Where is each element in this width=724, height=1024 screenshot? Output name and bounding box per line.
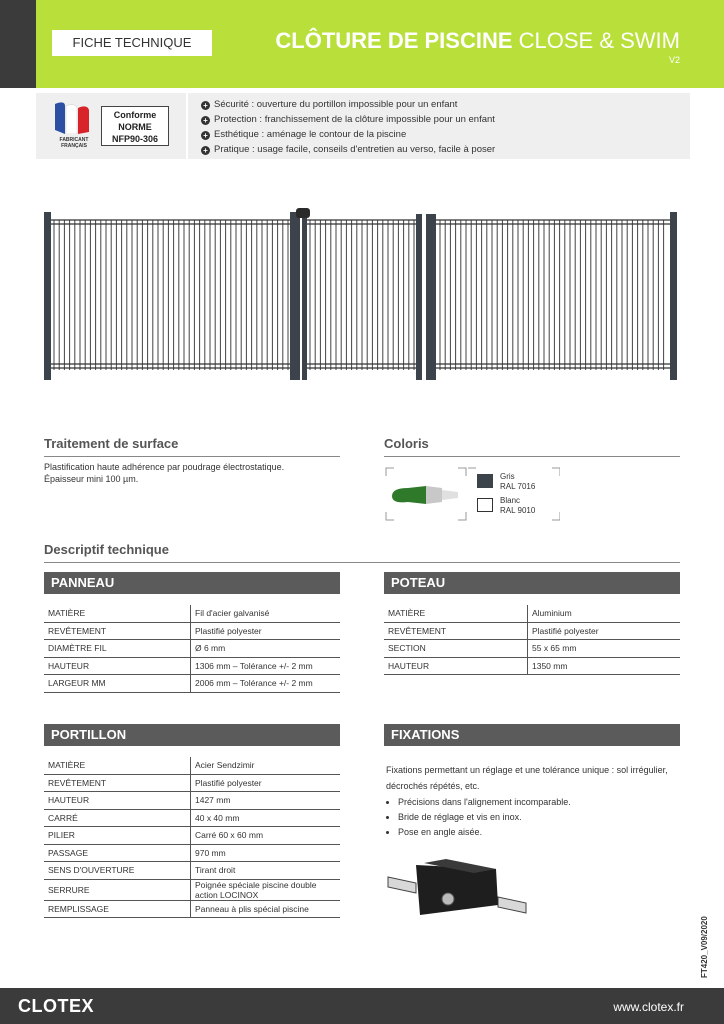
spec-label: HAUTEUR — [44, 792, 191, 810]
surface-line1: Plastification haute adhérence par poudrage électrostatique. — [44, 462, 285, 472]
table-row — [44, 862, 340, 880]
list-item: • Pose en angle aisée. — [398, 825, 688, 840]
spec-label: PILIER — [44, 827, 191, 845]
surface-title: Traitement de surface — [44, 436, 179, 451]
portillon-table — [44, 757, 340, 918]
swatch-blanc — [477, 498, 493, 512]
feature-item — [201, 144, 495, 155]
spec-label: REVÊTEMENT — [44, 622, 191, 640]
panneau-table — [44, 605, 340, 693]
spec-label: REMPLISSAGE — [44, 900, 191, 918]
plus-icon: + — [201, 146, 210, 155]
surface-rule — [44, 456, 340, 457]
spec-label: DIAMÈTRE FIL — [44, 640, 191, 658]
spec-value: Ø 6 mm — [191, 640, 341, 658]
spec-value: 2006 mm – Tolérance +/- 2 mm — [191, 675, 341, 693]
table-row — [44, 675, 340, 693]
fabricant-francais: FABRICANT FRANÇAIS — [59, 137, 89, 149]
spec-label: HAUTEUR — [44, 657, 191, 675]
descriptif-rule — [44, 562, 680, 563]
version-label: V2 — [668, 55, 680, 65]
table-row — [44, 900, 340, 918]
table-row — [44, 605, 340, 622]
spec-label: SECTION — [384, 640, 528, 658]
plus-icon: + — [201, 131, 210, 140]
table-row — [384, 605, 680, 622]
coloris-ral: RAL 7016 — [500, 482, 536, 491]
spec-label: PASSAGE — [44, 844, 191, 862]
descriptif-title: Descriptif technique — [44, 542, 169, 557]
coloris-name: Gris — [500, 472, 515, 481]
feature-text: Sécurité : ouverture du portillon impossible pour un enfant — [214, 99, 458, 110]
table-row — [44, 792, 340, 810]
spec-value: Carré 60 x 60 mm — [191, 827, 341, 845]
spec-value: Fil d'acier galvanisé — [191, 605, 341, 622]
spec-value: 1350 mm — [528, 657, 681, 675]
table-row — [384, 640, 680, 658]
norme-line1: Conforme — [113, 110, 157, 120]
table-row — [44, 657, 340, 675]
fixations-intro: Fixations permettant un réglage et une tolérance unique : sol irrégulier, décrochés répétés, etc. — [386, 765, 668, 791]
spec-label: SENS D'OUVERTURE — [44, 862, 191, 880]
website-link[interactable]: www.clotex.fr — [613, 1000, 684, 1014]
poteau-header: POTEAU — [384, 572, 680, 594]
spec-value: Plastifié polyester — [528, 622, 681, 640]
table-row — [44, 622, 340, 640]
surface-line2: Épaisseur mini 100 µm. — [44, 474, 139, 484]
feature-text: Pratique : usage facile, conseils d'entretien au verso, facile à poser — [214, 144, 496, 155]
table-row — [44, 757, 340, 774]
title-bold: CLÔTURE DE PISCINE — [275, 28, 513, 53]
table-row — [384, 657, 680, 675]
coloris-name: Blanc — [500, 496, 521, 505]
plus-icon: + — [201, 101, 210, 110]
spec-label: REVÊTEMENT — [44, 774, 191, 792]
spec-label: REVÊTEMENT — [384, 622, 528, 640]
spec-value: Plastifié polyester — [191, 774, 341, 792]
portillon-header: PORTILLON — [44, 724, 340, 746]
fence-illustration — [40, 200, 684, 388]
spec-value: Plastifié polyester — [191, 622, 341, 640]
table-row — [44, 640, 340, 658]
spec-value: 40 x 40 mm — [191, 809, 341, 827]
plus-icon: + — [201, 116, 210, 125]
table-row — [44, 774, 340, 792]
table-row — [44, 844, 340, 862]
coloris-rule — [384, 456, 680, 457]
spec-value: 970 mm — [191, 844, 341, 862]
feature-item — [201, 114, 495, 125]
spec-label: LARGEUR MM — [44, 675, 191, 693]
table-row — [44, 827, 340, 845]
spec-value: Acier Sendzimir — [191, 757, 341, 774]
spec-value: Poignée spéciale piscine double action LOCINOX — [191, 879, 341, 900]
fixation-bracket-illustration — [386, 855, 528, 925]
spec-value: Tirant droit — [191, 862, 341, 880]
panneau-header: PANNEAU — [44, 572, 340, 594]
swatch-gris — [477, 474, 493, 488]
spec-label: HAUTEUR — [384, 657, 528, 675]
coloris-ral: RAL 9010 — [500, 506, 536, 515]
norme-line2: NORME — [118, 122, 152, 132]
spec-label: MATIÈRE — [384, 605, 528, 622]
spec-value: Aluminium — [528, 605, 681, 622]
document-reference: FT420_V09/2020 — [700, 916, 709, 978]
fixations-list — [386, 795, 688, 840]
poteau-table — [384, 605, 680, 675]
norme-badge — [101, 106, 169, 146]
coloris-title: Coloris — [384, 436, 429, 451]
spec-value: 55 x 65 mm — [528, 640, 681, 658]
header-dark-strip — [0, 0, 36, 88]
norme-line3: NFP90-306 — [111, 134, 159, 144]
fiche-technique-label: FICHE TECHNIQUE — [52, 30, 212, 56]
spec-value: Panneau à plis spécial piscine — [191, 900, 341, 918]
list-item: • Bride de réglage et vis en inox. — [398, 810, 688, 825]
feature-item — [201, 129, 406, 140]
table-row — [44, 809, 340, 827]
french-flag-icon — [53, 100, 91, 134]
feature-text: Protection : franchissement de la clôture impossible pour un enfant — [214, 114, 495, 125]
clotex-logo: CLOTEX — [18, 996, 95, 1016]
list-item: • Précisions dans l'alignement incomparable. — [398, 795, 688, 810]
fixations-header: FIXATIONS — [384, 724, 680, 746]
spec-value: 1427 mm — [191, 792, 341, 810]
coloris-blanc — [500, 496, 535, 516]
spec-label: SERRURE — [44, 879, 191, 900]
spec-label: CARRÉ — [44, 809, 191, 827]
table-row — [44, 879, 340, 900]
table-row — [384, 622, 680, 640]
spec-value: 1306 mm – Tolérance +/- 2 mm — [191, 657, 341, 675]
spec-label: MATIÈRE — [44, 757, 191, 774]
feature-item — [201, 99, 457, 110]
feature-text: Esthétique : aménage le contour de la piscine — [214, 129, 407, 140]
page-title — [275, 28, 680, 54]
spec-label: MATIÈRE — [44, 605, 191, 622]
coloris-gris — [500, 472, 535, 492]
title-light: CLOSE & SWIM — [518, 28, 680, 53]
